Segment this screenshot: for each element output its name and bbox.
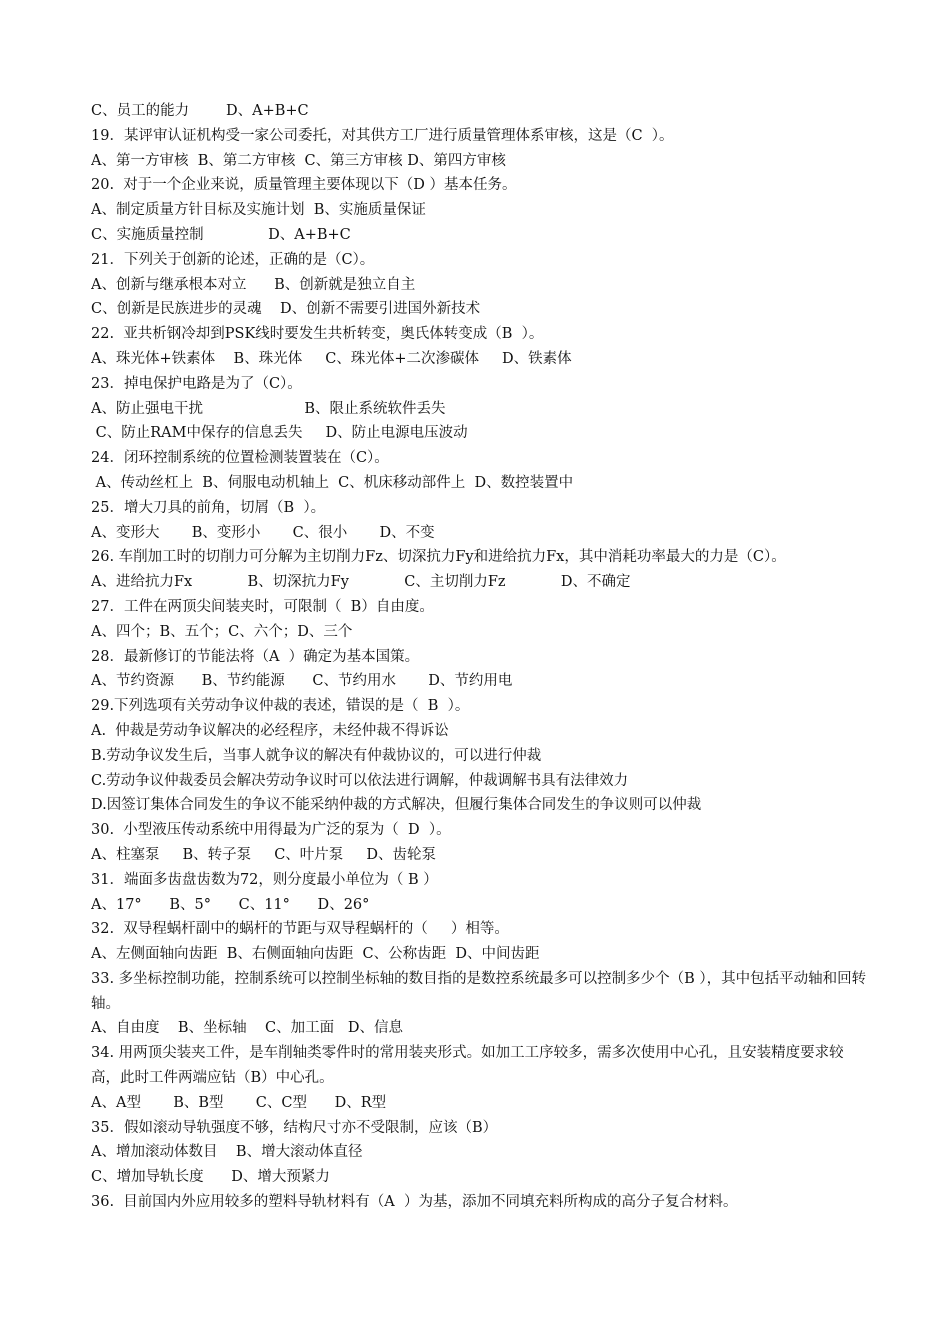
question-19: 19．某评审认证机构受一家公司委托，对其供方工厂进行质量管理体系审核，这是（C ）。 — [91, 127, 674, 144]
options-31: A、17° B、5° C、11° D、26° — [91, 896, 370, 913]
question-27: 27．工件在两顶尖间装夹时，可限制（ B）自由度。 — [91, 598, 434, 615]
options-27: A、四个；B、五个；C、六个；D、三个 — [91, 623, 353, 640]
options-30: A、柱塞泵 B、转子泵 C、叶片泵 D、齿轮泵 — [91, 846, 436, 863]
question-26: 26. 车削加工时的切削力可分解为主切削力Fz、切深抗力Fy和进给抗力Fx，其中消耗功率最大的力是（C）。 — [91, 549, 786, 566]
options-22: A、珠光体+铁素体 B、珠光体 C、珠光体+二次渗碳体 D、铁素体 — [91, 350, 572, 367]
options-20-c: C、实施质量控制 D、A+B+C — [91, 226, 351, 243]
options-35-a: A、增加滚动体数目 B、增大滚动体直径 — [91, 1144, 363, 1161]
question-29: 29.下列选项有关劳动争议仲裁的表述，错误的是（ B ）。 — [91, 698, 470, 715]
text-line: C、员工的能力 D、A+B+C — [91, 103, 309, 119]
options-26: A、进给抗力Fx B、切深抗力Fy C、主切削力Fz D、不确定 — [91, 574, 631, 591]
option-29-d: D.因签订集体合同发生的争议不能采纳仲裁的方式解决，但履行集体合同发生的争议则可以仲裁 — [91, 797, 702, 814]
option-29-b: B.劳动争议发生后，当事人就争议的解决有仲裁协议的，可以进行仲裁 — [91, 747, 542, 764]
question-20: 20. 对于一个企业来说，质量管理主要体现以下（D ）基本任务。 — [91, 177, 517, 194]
options-33: A、自由度 B、坐标轴 C、加工面 D、信息 — [91, 1020, 404, 1037]
options-25: A、变形大 B、变形小 C、很小 D、不变 — [91, 524, 435, 541]
question-34: 34. 用两顶尖装夹工件，是车削轴类零件时的常用装夹形式。如加工工序较多，需多次使用中心孔，且安装精度要求较高，此时工件两端应钻（B）中心孔。 — [91, 1045, 844, 1087]
options-19: A、第一方审核 B、第二方审核 C、第三方审核 D、第四方审核 — [91, 152, 506, 169]
question-list — [91, 99, 871, 1215]
question-24: 24．闭环控制系统的位置检测装置装在（C）。 — [91, 450, 389, 467]
options-23-a: A、防止强电干扰 B、限止系统软件丢失 — [91, 400, 446, 417]
question-35: 35．假如滚动导轨强度不够，结构尺寸亦不受限制，应该（B） — [91, 1119, 498, 1136]
question-28: 28．最新修订的节能法将（A ）确定为基本国策。 — [91, 648, 420, 665]
question-30: 30. 小型液压传动系统中用得最为广泛的泵为（ D ）。 — [91, 822, 451, 839]
options-23-c: C、防止RAM中保存的信息丢失 D、防止电源电压波动 — [91, 425, 468, 442]
option-29-a: A. 仲裁是劳动争议解决的必经程序，未经仲裁不得诉讼 — [91, 722, 449, 739]
option-29-c: C.劳动争议仲裁委员会解决劳动争议时可以依法进行调解，仲裁调解书具有法律效力 — [91, 772, 629, 789]
options-21-c: C、创新是民族进步的灵魂 D、创新不需要引进国外新技术 — [91, 301, 481, 318]
question-33: 33. 多坐标控制功能，控制系统可以控制坐标轴的数目指的是数控系统最多可以控制多少个（B ），其中包括平动轴和回转轴。 — [91, 970, 867, 1012]
question-21: 21．下列关于创新的论述，正确的是（C）。 — [91, 251, 375, 268]
options-34: A、A型 B、B型 C、C型 D、R型 — [91, 1094, 387, 1111]
options-20-a: A、制定质量方针目标及实施计划 B、实施质量保证 — [91, 202, 426, 219]
options-21-a: A、创新与继承根本对立 B、创新就是独立自主 — [91, 276, 416, 293]
options-24: A、传动丝杠上 B、伺服电动机轴上 C、机床移动部件上 D、数控装置中 — [91, 474, 574, 491]
question-25: 25．增大刀具的前角，切屑（B ）。 — [91, 499, 326, 516]
options-35-c: C、增加导轨长度 D、增大预紧力 — [91, 1169, 330, 1186]
question-36: 36. 目前国内外应用较多的塑料导轨材料有（A ）为基，添加不同填充料所构成的高分子复合材料。 — [91, 1194, 738, 1211]
options-32: A、左侧面轴向齿距 B、右侧面轴向齿距 C、公称齿距 D、中间齿距 — [91, 946, 540, 963]
question-32: 32. 双导程蜗杆副中的蜗杆的节距与双导程蜗杆的（ ）相等。 — [91, 921, 509, 938]
options-28: A、节约资源 B、节约能源 C、节约用水 D、节约用电 — [91, 673, 513, 690]
question-31: 31．端面多齿盘齿数为72，则分度最小单位为（ B ） — [91, 871, 438, 888]
question-23: 23．掉电保护电路是为了（C）。 — [91, 375, 302, 392]
question-22: 22. 亚共析钢冷却到PSK线时要发生共析转变，奥氏体转变成（B ）。 — [91, 326, 544, 343]
